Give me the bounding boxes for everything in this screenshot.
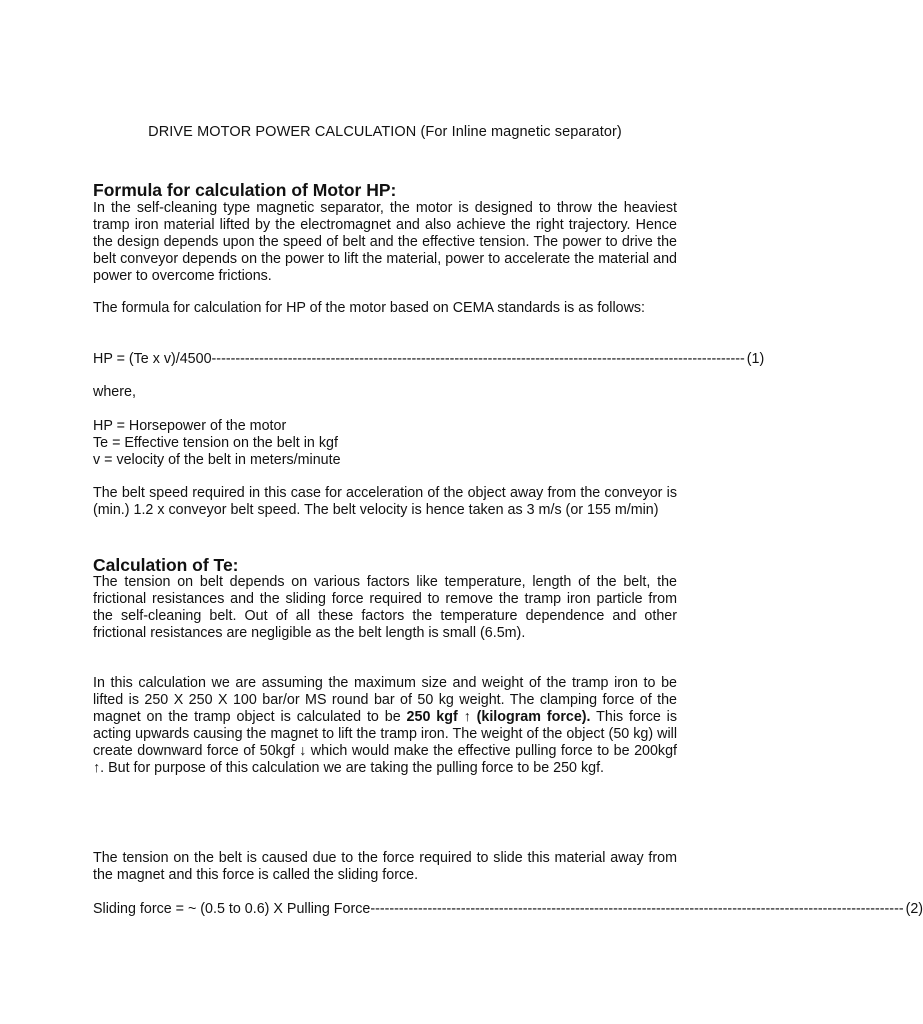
equation-2-leader: ---------------------------------------------------------------------------------------------------------------- (370, 901, 904, 917)
equation-1-leader: ---------------------------------------------------------------------------------------------------------------- (211, 351, 745, 367)
heading-motor-hp: Formula for calculation of Motor HP: (93, 180, 397, 200)
paragraph-belt-speed: The belt speed required in this case for acceleration of the object away from the conveyor is (min.) 1.2 x conveyor belt speed. The belt velocity is hence taken as 3 m/s (or 155 m/min) (93, 485, 677, 518)
paragraph-tramp-iron (93, 675, 677, 777)
equation-2-number: (2) (905, 901, 923, 917)
paragraph-tramp-iron-part1: In this calculation we are assuming the maximum size and weight of the tramp iron to be lifted is 250 X 250 X 100 bar/or MS round bar of 50 kg weight. The clamping force of the magnet on the tramp object is calculated to be (93, 675, 677, 725)
where-label: where, (93, 384, 136, 400)
paragraph-motor-design: In the self-cleaning type magnetic separator, the motor is designed to throw the heaviest tramp iron material lifted by the electromagnet and also achieve the right trajectory. Hence the design depends upon the speed of belt and the effective tension. The power to drive the belt conveyor depends on the power to lift the material, power to accelerate the material and power to overcome frictions. (93, 200, 677, 284)
paragraph-cema-formula-intro: The formula for calculation for HP of the motor based on CEMA standards is as follows: (93, 300, 646, 316)
equation-2-formula: Sliding force = ~ (0.5 to 0.6) X Pulling Force (93, 901, 371, 917)
definition-te: Te = Effective tension on the belt in kgf (93, 435, 338, 451)
equation-1-formula: HP = (Te x v)/4500 (93, 351, 212, 367)
paragraph-belt-tension: The tension on belt depends on various factors like temperature, length of the belt, the frictional resistances and the sliding force required to remove the tramp iron particle from the self-cleaning belt. Out of all these factors the temperature dependence and other frictional resistances are negligible as the belt length is small (6.5m). (93, 574, 677, 641)
equation-1-number: (1) (746, 351, 765, 367)
clamping-force-value: 250 kgf ↑ (kilogram force). (406, 709, 591, 725)
heading-calculation-te: Calculation of Te: (93, 555, 239, 575)
equation-1 (93, 351, 765, 367)
paragraph-sliding-force: The tension on the belt is caused due to the force required to slide this material away from the magnet and this force is called the sliding force. (93, 850, 677, 883)
definition-hp: HP = Horsepower of the motor (93, 418, 287, 434)
document-title: DRIVE MOTOR POWER CALCULATION (For Inline magnetic separator) (148, 124, 622, 140)
equation-2 (93, 901, 923, 917)
definition-v: v = velocity of the belt in meters/minute (93, 452, 341, 468)
paragraph-tramp-iron-part2: This force is acting upwards causing the magnet to lift the tramp iron. The weight of the object (50 kg) will create downward force of 50kgf ↓ which would make the effective pulling force to be 200kgf ↑. But for purpose of this calculation we are taking the pulling force to be 250 kgf. (93, 709, 678, 776)
